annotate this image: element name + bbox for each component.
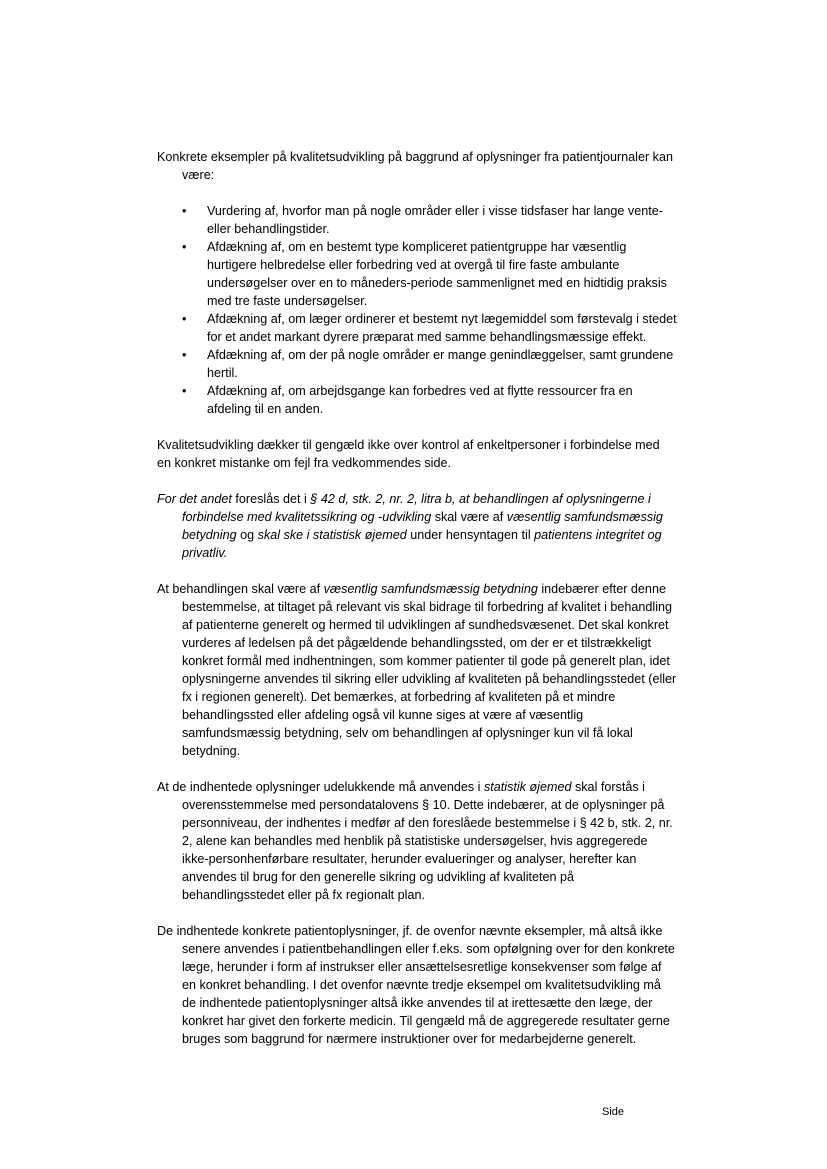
list-item	[157, 382, 677, 418]
andet-text: foreslås det i	[231, 492, 311, 506]
list-item-text: Afdækning af, om læger ordinerer et bestemt nyt lægemiddel som førstevalg i stedet for et andet markant dyrere præparat med samme behandlingsmæssige effekt.	[207, 312, 677, 344]
example-list	[157, 202, 677, 418]
kontrol-paragraph	[157, 436, 677, 472]
list-item-text: Afdækning af, om arbejdsgange kan forbedres ved at flytte ressourcer fra en afdeling til en anden.	[207, 384, 633, 416]
bullet-icon: •	[182, 312, 187, 326]
bullet-icon: •	[182, 348, 187, 362]
footer-label: Side	[602, 1106, 625, 1118]
andet-emphasis: skal ske i statistisk øjemed	[257, 528, 407, 542]
bullet-icon: •	[182, 240, 187, 254]
bullet-icon: •	[182, 204, 187, 218]
betydning-emphasis: væsentlig samfundsmæssig betydning	[323, 582, 538, 596]
list-item-text: Afdækning af, om der på nogle områder er mange genindlæggelser, samt grundene hertil.	[207, 348, 674, 380]
betydning-paragraph	[157, 580, 677, 760]
statistik-text: skal forstås i overensstemmelse med persondatalovens § 10. Dette indebærer, at de oplysninger på personniveau, der indhentes i medfør af den foreslåede bestemmelse i § 42 b, stk. 2, nr. 2, alene kan behandles med henblik på statistiske undersøgelser, hvis aggregerede ikke-personhenførbare resultater, herunder evalueringer og analyser, herefter kan anvendes til brug for den generelle sikring og udvikling af kvaliteten på behandlingsstedet eller på fx regionalt plan.	[182, 780, 673, 902]
andet-emphasis: patientens integritet og privatliv	[182, 528, 662, 560]
betydning-text: indebærer efter denne bestemmelse, at tiltaget på relevant vis skal bidrage til forbedring af kvalitet i behandling af patienterne generelt og hermed til udviklingen af sundhedsvæsenet. Det skal konkret vurderes af ledelsen på det pågældende behandlingssted, om der er et tilstrækkeligt konkret formål med indhentningen, som kommer patienter til gode på generelt plan, idet oplysningerne anvendes til sikring eller udvikling af kvaliteten på behandlingsstedet (eller fx i regionen generelt). Det bemærkes, at forbedring af kvaliteten på et mindre behandlingssted eller afdeling også vil kunne siges at være af væsentlig samfundsmæssig betydning, selv om behandlingen af oplysninger kun vil få lokal betydning.	[182, 582, 677, 758]
statistik-paragraph	[157, 778, 677, 904]
intro-text: Konkrete eksempler på kvalitetsudvikling på baggrund af oplysninger fra patientjournaler kan være:	[157, 150, 673, 182]
list-item	[157, 238, 677, 310]
list-item	[157, 346, 677, 382]
statistik-emphasis: statistik øjemed	[483, 780, 572, 794]
list-item	[157, 310, 677, 346]
list-item-text: Vurdering af, hvorfor man på nogle områder eller i visse tidsfaser har lange vente- eller behandlingstider.	[207, 204, 663, 236]
andet-emphasis: væsentlig samfundsmæssig betydning	[182, 510, 663, 542]
bullet-icon: •	[182, 384, 187, 398]
page-footer	[602, 1105, 624, 1119]
konkrete-text: De indhentede konkrete patientoplysninger, jf. de ovenfor nævnte eksempler, må altså ikke senere anvendes i patientbehandlingen eller f.eks. som opfølgning over for den konkrete læge, herunder i form af instrukser eller ansættelsesretlige konsekvenser som følge af en konkret behandling. I det ovenfor nævnte tredje eksempel om kvalitetsudvikling må de indhentede patientoplysninger altså ikke anvendes til at irettesætte den læge, der konkret har givet den forkerte medicin. Til gengæld må de aggregerede resultater gerne bruges som baggrund for nærmere instruktioner over for medarbejderne generelt.	[157, 924, 675, 1046]
andet-text: skal være af	[431, 510, 507, 524]
list-item	[157, 202, 677, 238]
betydning-text: At behandlingen skal være af	[157, 582, 324, 596]
andet-paragraph	[157, 490, 677, 562]
andet-emphasis: .	[223, 546, 228, 560]
intro-paragraph	[157, 148, 677, 184]
list-item-text: Afdækning af, om en bestemt type kompliceret patientgruppe har væsentlig hurtigere helbredelse eller forbedring ved at overgå til fire faste ambulante undersøgelser over en to måneders-periode sammenlignet med en hidtidig praksis med tre faste undersøgelser.	[207, 240, 667, 308]
andet-text: og	[236, 528, 258, 542]
andet-text: under hensyntagen til	[406, 528, 535, 542]
konkrete-paragraph	[157, 922, 677, 1048]
statistik-text: At de indhentede oplysninger udelukkende må anvendes i	[157, 780, 484, 794]
andet-emphasis: For det andet	[157, 492, 232, 506]
document-body	[157, 148, 677, 1066]
andet-emphasis: § 42 d, stk. 2, nr. 2, litra b, at behandlingen af oplysningerne i forbindelse med kvalitetssikring og -udvikling	[182, 492, 651, 524]
kontrol-text: Kvalitetsudvikling dækker til gengæld ikke over kontrol af enkeltpersoner i forbindelse med en konkret mistanke om fejl fra vedkommendes side.	[157, 438, 660, 470]
